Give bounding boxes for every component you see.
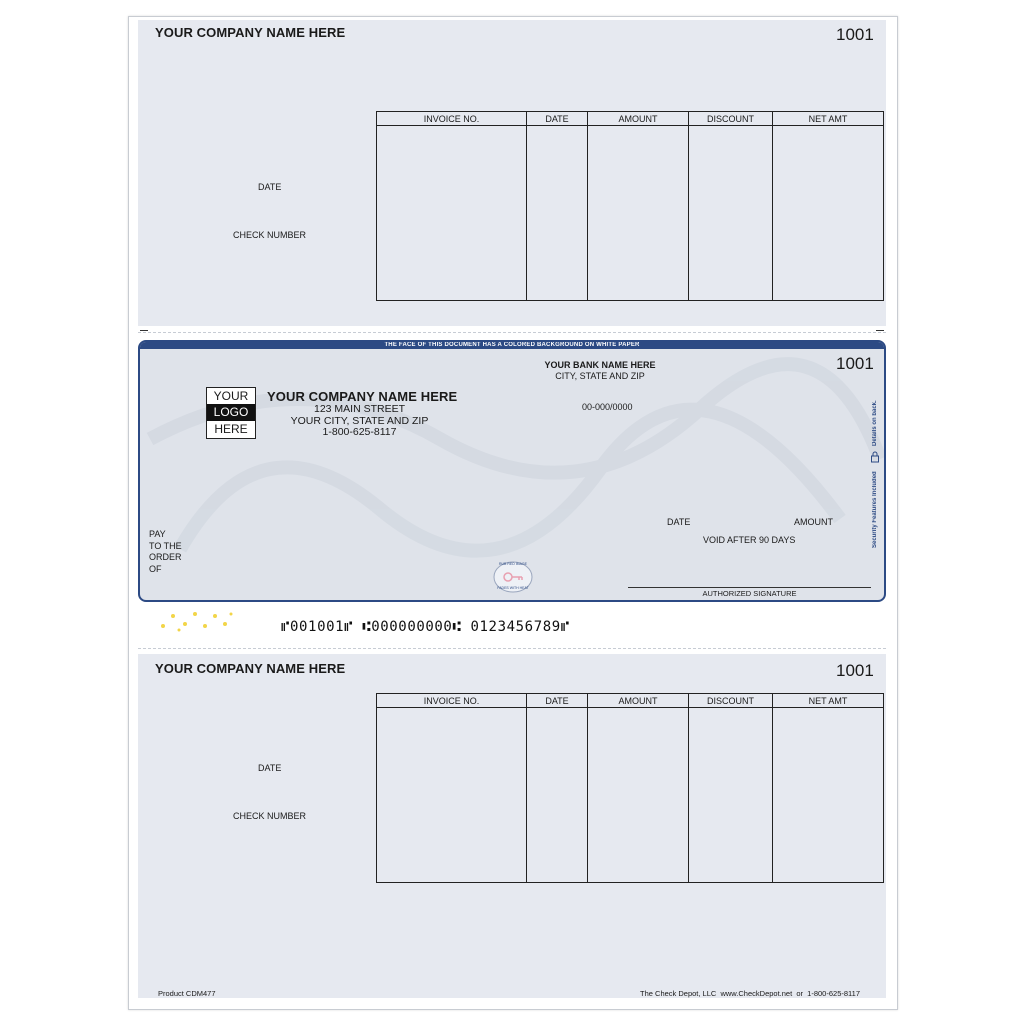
pay-label-line: PAY (149, 529, 166, 539)
column-header: NET AMT (773, 112, 884, 126)
column-header: INVOICE NO. (377, 112, 527, 126)
column-header: DATE (527, 694, 588, 708)
void-notice: VOID AFTER 90 DAYS (703, 535, 796, 545)
details-text: Details on back. (872, 400, 878, 446)
column-header: AMOUNT (588, 694, 689, 708)
table-header-row (377, 694, 884, 708)
perforation-tick (140, 330, 148, 331)
security-band: THE FACE OF THIS DOCUMENT HAS A COLORED BACKGROUND ON WHITE PAPER (140, 342, 884, 349)
seal-text-top: RUB RED IMAGE (498, 562, 527, 566)
table-header-row (377, 112, 884, 126)
seal-text-bottom: FADES WITH HEAT (497, 586, 529, 590)
side-security-strip (868, 398, 884, 548)
top-stub-company: YOUR COMPANY NAME HERE (155, 25, 346, 40)
pay-label-line: TO THE (149, 540, 182, 551)
bank-city: CITY, STATE AND ZIP (555, 371, 645, 381)
perforation-line (138, 332, 886, 333)
top-stub-date-label: DATE (258, 182, 282, 192)
logo-line: LOGO (207, 404, 255, 420)
column-header: INVOICE NO. (377, 694, 527, 708)
pay-label-line: OF (149, 563, 162, 574)
column-header: DISCOUNT (689, 694, 773, 708)
bottom-invoice-table (376, 693, 884, 883)
bank-block (535, 360, 665, 382)
company-street: 123 MAIN STREET (313, 403, 406, 415)
signature-line (628, 587, 871, 588)
perforation-tick (876, 330, 884, 331)
top-stub-check-number: 1001 (836, 25, 874, 44)
table-row (377, 708, 884, 883)
column-header: DISCOUNT (689, 112, 773, 126)
check-number: 1001 (836, 354, 874, 373)
logo-line: HERE (214, 421, 248, 436)
signature-label: AUTHORIZED SIGNATURE (702, 589, 797, 598)
company-address-block (267, 404, 452, 439)
check-face (138, 340, 886, 602)
bottom-stub-company: YOUR COMPANY NAME HERE (155, 661, 346, 676)
bottom-stub-check-number-label: CHECK NUMBER (233, 811, 307, 821)
bottom-stub-check-number: 1001 (836, 661, 874, 680)
micr-line: ⑈001001⑈ ⑆000000000⑆ 0123456789⑈ (281, 619, 570, 635)
check-date-label: DATE (667, 517, 691, 527)
top-stub-check-number-label: CHECK NUMBER (233, 230, 307, 240)
table-row (377, 126, 884, 301)
company-city: YOUR CITY, STATE AND ZIP (290, 414, 429, 427)
company-logo (206, 387, 256, 439)
perforation-line (138, 648, 886, 649)
company-phone: 1-800-625-8117 (322, 426, 397, 438)
security-features-text: Security Features Included (872, 471, 878, 548)
lock-icon (870, 451, 880, 463)
vendor-info: The Check Depot, LLC www.CheckDepot.net or 1-800-625-8117 (640, 989, 860, 998)
check-amount-label: AMOUNT (794, 517, 833, 527)
column-header: DATE (527, 112, 588, 126)
logo-line: YOUR (213, 389, 249, 403)
top-invoice-table (376, 111, 884, 301)
check-company-name: YOUR COMPANY NAME HERE (267, 389, 458, 404)
pay-label-line: ORDER (149, 552, 182, 562)
product-code: Product CDM477 (158, 989, 216, 998)
bottom-stub-date-label: DATE (258, 763, 282, 773)
column-header: AMOUNT (588, 112, 689, 126)
hologram-stars-icon (155, 608, 237, 634)
bank-name: YOUR BANK NAME HERE (544, 360, 656, 370)
column-header: NET AMT (773, 694, 884, 708)
routing-fraction: 00-000/0000 (582, 402, 633, 412)
pay-to-label (149, 529, 182, 575)
